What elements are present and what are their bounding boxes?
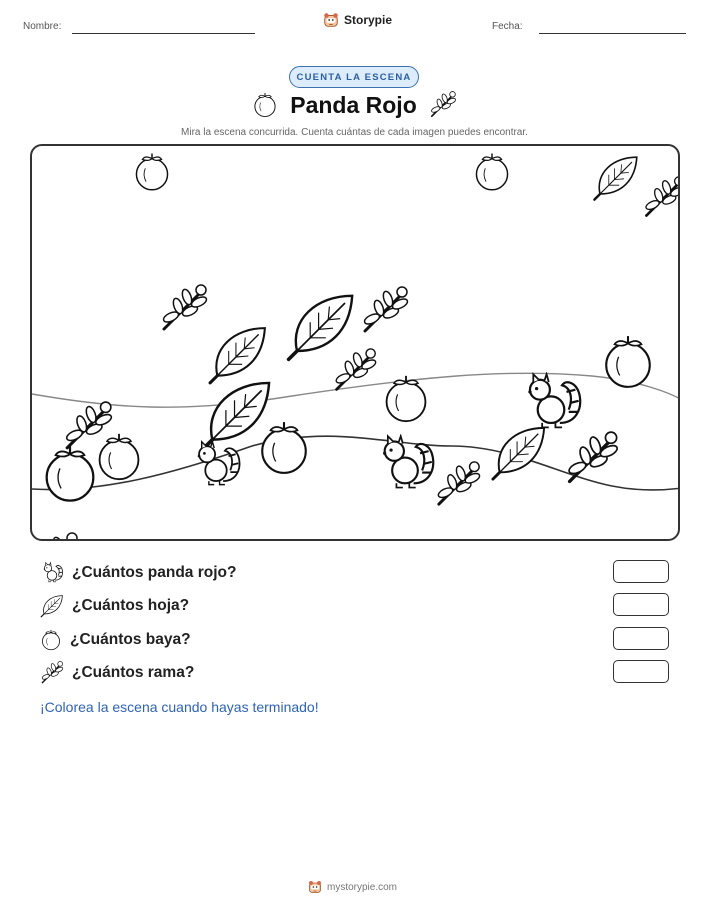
footer xyxy=(307,879,397,895)
coloring-instruction: ¡Colorea la escena cuando hayas terminado! xyxy=(40,699,319,715)
name-field[interactable] xyxy=(72,33,255,34)
twig-icon xyxy=(40,661,64,685)
berry-icon xyxy=(136,153,167,189)
red-panda-icon xyxy=(198,442,240,485)
storypie-mascot-icon xyxy=(307,879,323,895)
footer-url[interactable]: mystorypie.com xyxy=(327,881,398,893)
question-text: ¿Cuántos panda rojo? xyxy=(72,564,237,581)
berry-icon xyxy=(40,629,62,651)
answer-box-berry[interactable] xyxy=(613,627,669,650)
twig-icon xyxy=(429,91,457,119)
twig-icon xyxy=(65,402,113,448)
leaf-icon xyxy=(210,328,265,383)
leaf-icon xyxy=(204,383,269,448)
instructions: Mira la escena concurrida. Cuenta cuántas de cada imagen puedes encontrar. xyxy=(181,127,528,138)
twig-icon xyxy=(567,432,618,481)
leaf-icon xyxy=(40,594,64,618)
scene-illustration xyxy=(32,146,680,541)
question-leaf xyxy=(40,594,189,618)
berry-icon xyxy=(476,153,507,189)
activity-badge: CUENTA LA ESCENA xyxy=(289,66,419,88)
twig-icon xyxy=(645,177,680,216)
twig-icon xyxy=(335,349,377,389)
leaf-icon xyxy=(289,296,353,360)
question-text: ¿Cuántos rama? xyxy=(72,664,195,681)
berry-icon xyxy=(100,434,139,479)
question-berry xyxy=(40,628,191,652)
answer-box-leaf[interactable] xyxy=(613,593,669,616)
date-field[interactable] xyxy=(539,33,686,34)
answer-box-red-panda[interactable] xyxy=(613,560,669,583)
page-title xyxy=(0,91,709,124)
twig-icon xyxy=(363,287,409,331)
date-label: Fecha: xyxy=(492,21,523,32)
answer-box-twig[interactable] xyxy=(613,660,669,683)
red-panda-icon xyxy=(383,436,433,487)
brand-logo xyxy=(322,11,392,29)
twig-icon xyxy=(162,285,208,329)
question-text: ¿Cuántos baya? xyxy=(70,631,191,648)
name-label: Nombre: xyxy=(23,21,62,32)
title-text: Panda Rojo xyxy=(290,91,417,118)
berry-icon xyxy=(47,446,94,500)
leaf-icon xyxy=(493,428,544,479)
scene-panel xyxy=(30,144,680,541)
storypie-mascot-icon xyxy=(322,11,340,29)
berry-icon xyxy=(606,336,650,387)
berry-icon xyxy=(252,92,278,118)
twig-icon xyxy=(33,533,79,541)
red-panda-icon xyxy=(528,374,580,427)
brand-name: Storypie xyxy=(344,13,393,27)
question-text: ¿Cuántos hoja? xyxy=(72,597,190,614)
red-panda-icon xyxy=(40,561,64,585)
question-red-panda xyxy=(40,561,236,585)
berry-icon xyxy=(262,422,306,473)
twig-icon xyxy=(437,462,481,504)
leaf-icon xyxy=(594,157,636,199)
question-twig xyxy=(40,661,194,685)
